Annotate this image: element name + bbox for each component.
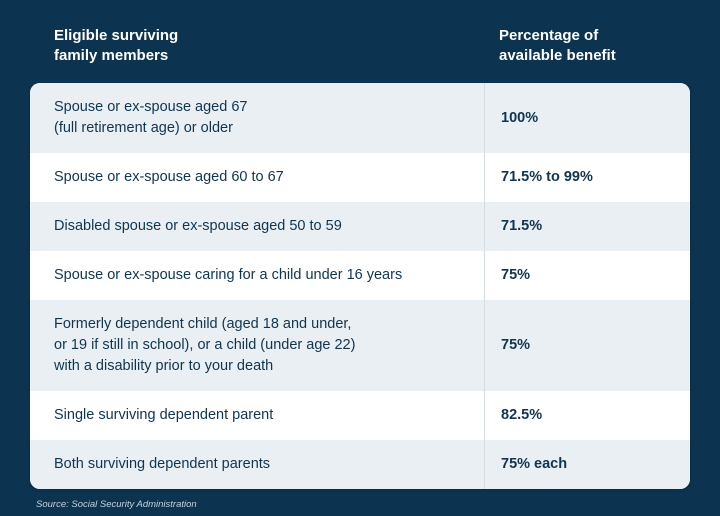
row-percentage: 75% each [501,456,568,473]
row-description-line: or 19 if still in school), or a child (under age 22) [54,336,356,353]
row-description-line: Formerly dependent child (aged 18 and under, [54,315,352,332]
row-description [30,440,485,489]
row-percentage: 75% [501,267,531,284]
header-col2-line2: available benefit [499,47,616,65]
table-row [30,391,690,440]
table-row [30,83,690,153]
table-row [30,251,690,300]
table-row [30,153,690,202]
header-column-eligible-members [30,26,485,67]
row-description [30,202,485,251]
header-col1-line2: family members [54,47,169,65]
row-description [30,391,485,440]
row-description-line: Disabled spouse or ex-spouse aged 50 to 59 [54,217,342,234]
row-description-line: Spouse or ex-spouse aged 67 [54,98,248,115]
row-description [30,251,485,300]
row-description-line: Spouse or ex-spouse caring for a child under 16 years [54,266,403,283]
source-note: Source: Social Security Administration [36,498,197,510]
row-description [30,83,485,153]
row-description [30,300,485,391]
benefits-table [30,83,690,489]
row-percentage: 100% [501,109,539,126]
row-percentage: 82.5% [501,407,543,424]
table-row [30,202,690,251]
row-description-line: Single surviving dependent parent [54,406,274,423]
row-description [30,153,485,202]
table-row [30,440,690,489]
row-percentage: 71.5% to 99% [501,169,593,186]
table-row [30,300,690,391]
row-description-line: Spouse or ex-spouse aged 60 to 67 [54,168,284,185]
row-percentage: 71.5% [501,218,543,235]
header-col1-line1: Eligible surviving [54,27,179,44]
row-percentage: 75% [501,337,531,354]
row-description-line: (full retirement age) or older [54,119,233,136]
header-col2-line1: Percentage of [499,27,599,44]
row-description-line: Both surviving dependent parents [54,455,271,472]
header-column-percentage [485,26,690,67]
row-description-line: with a disability prior to your death [54,357,274,374]
table-header [30,18,690,83]
